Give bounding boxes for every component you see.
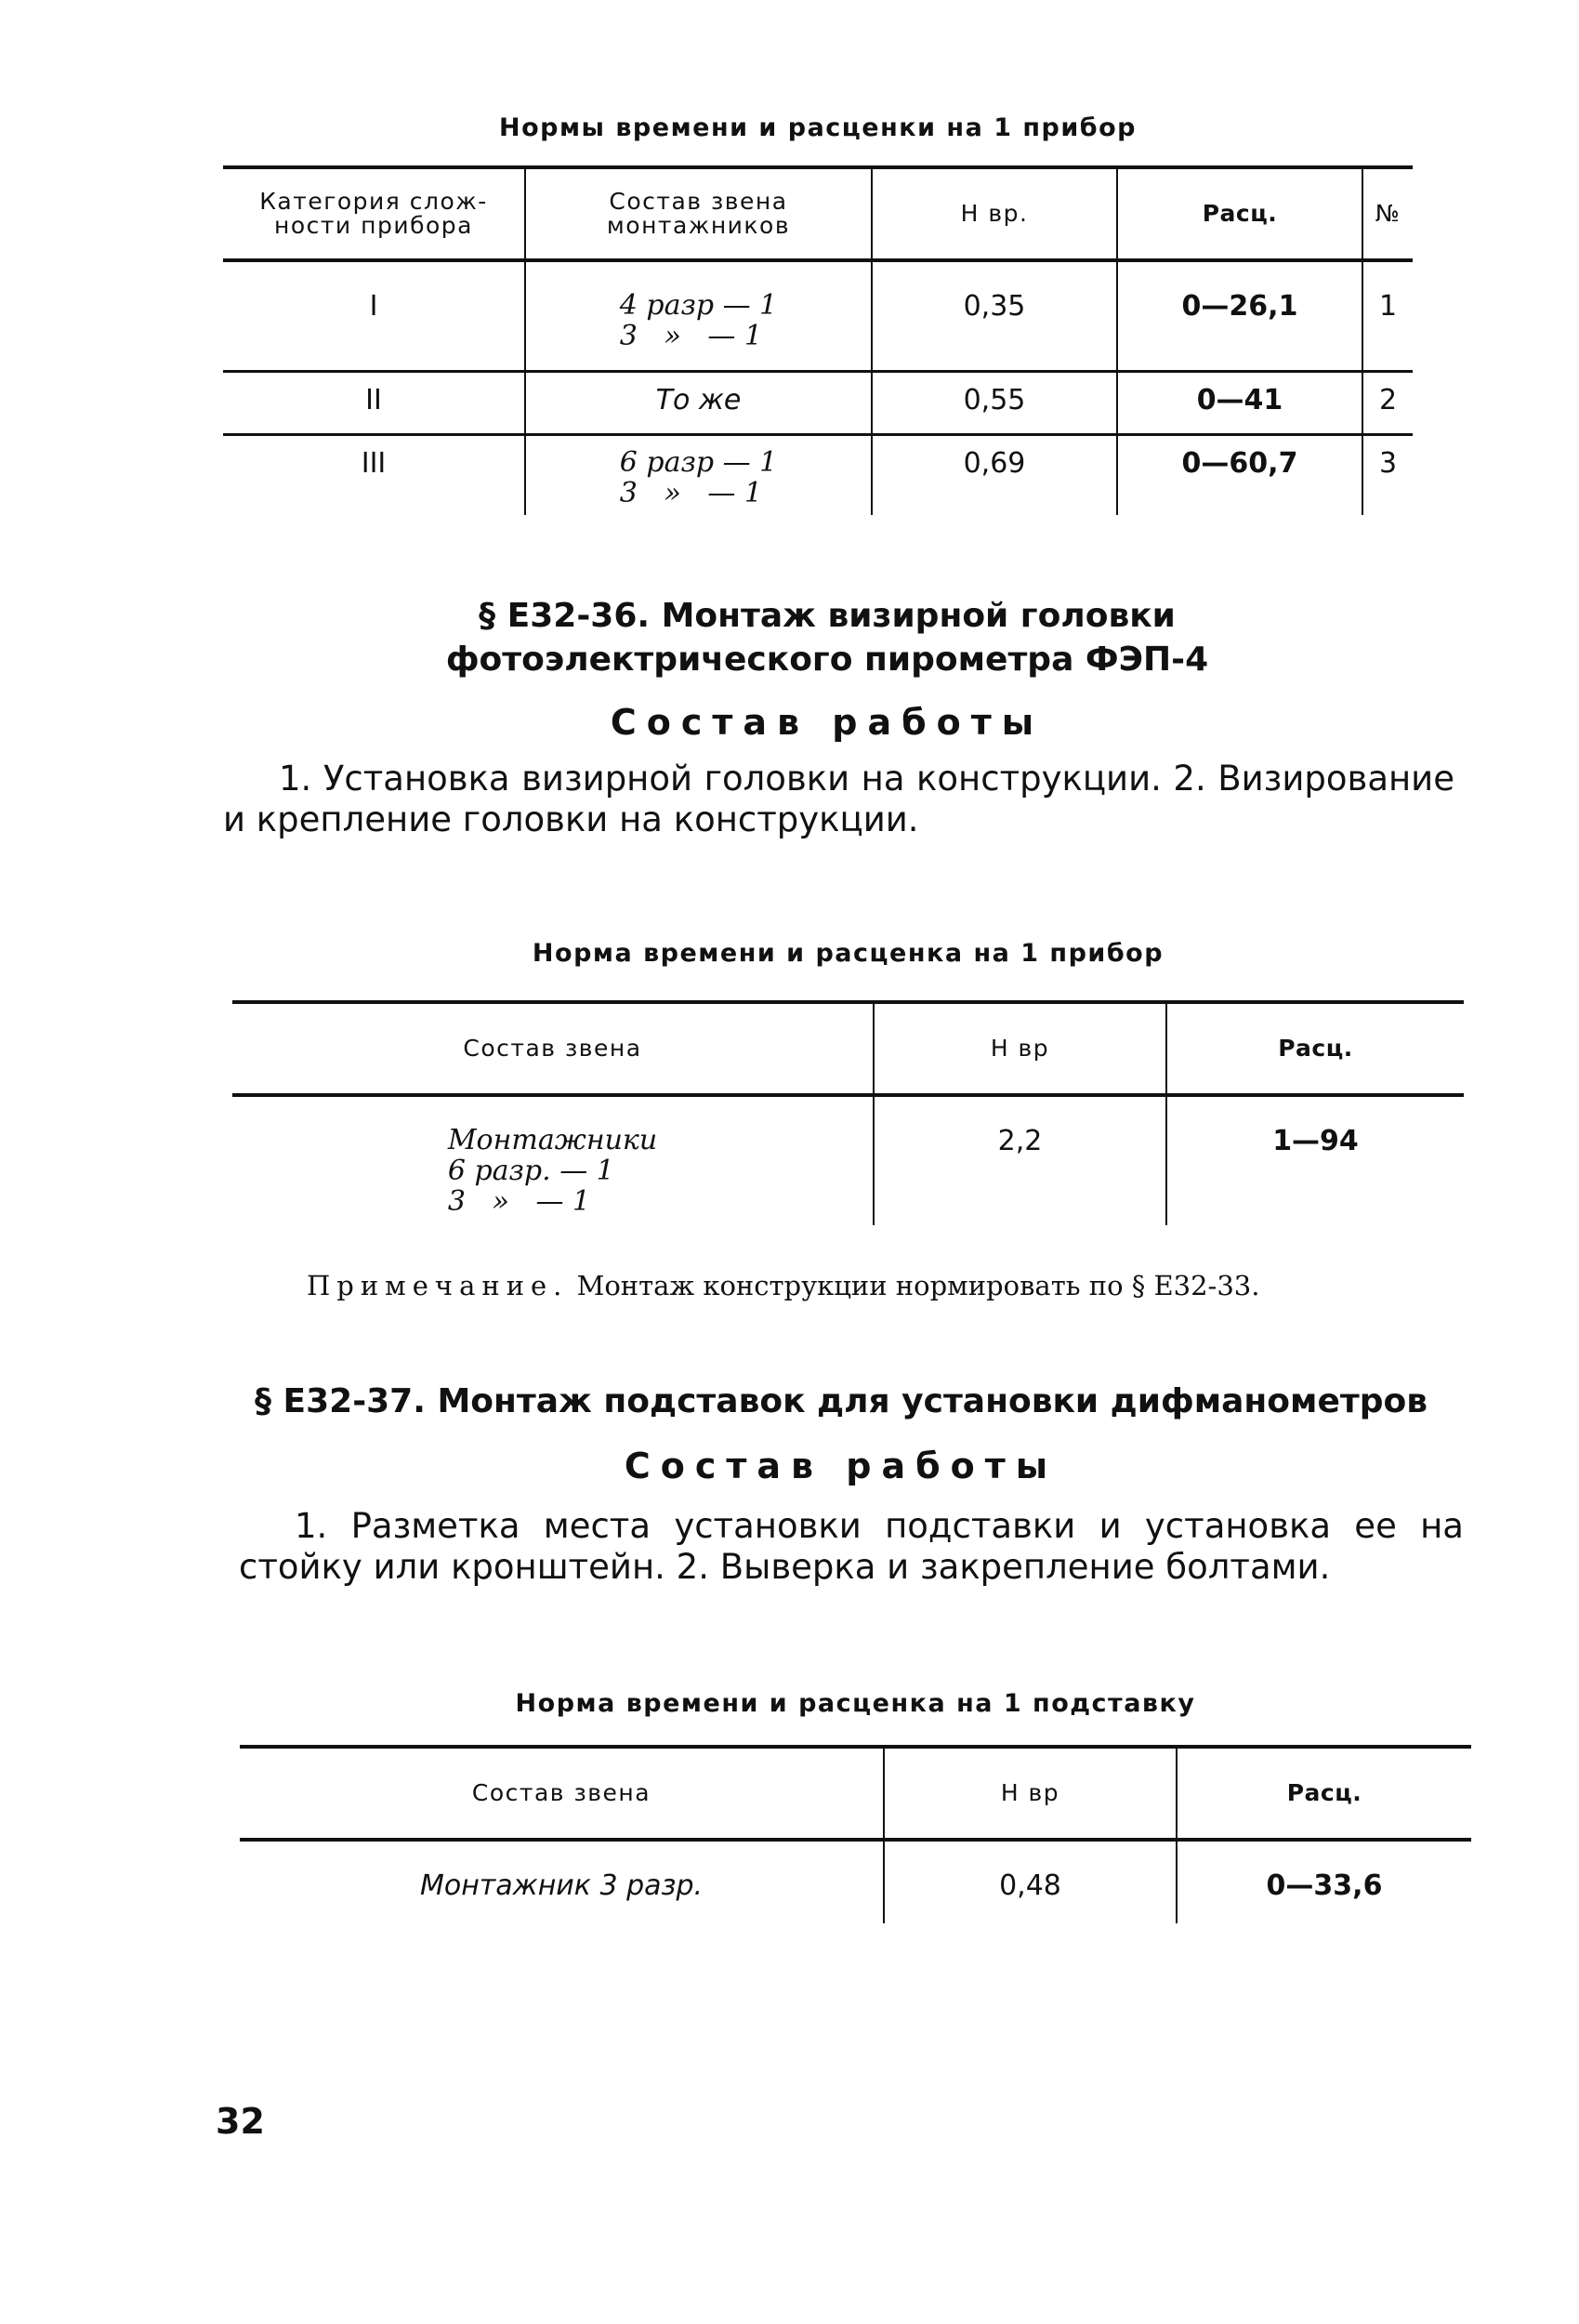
table3-header-price: Расц.: [1177, 1747, 1471, 1840]
table3-caption: Норма времени и расценка на 1 подставку: [515, 1689, 1196, 1718]
table2-cell-time: 2,2: [874, 1095, 1166, 1225]
table1-header-time: Н вр.: [872, 167, 1117, 260]
table3-cell-price: 0—33,6: [1177, 1840, 1471, 1923]
table2-cell-crew: Монтажники 6 разр. — 1 3 » — 1: [447, 1124, 658, 1218]
table1-cell-price: 0—26,1: [1117, 260, 1362, 371]
table1-cell-time: 0,35: [872, 260, 1117, 371]
table1-cell-num: 3: [1362, 434, 1413, 515]
table1-cell-crew: То же: [525, 371, 872, 434]
table3-header-crew: Состав звена: [240, 1747, 884, 1840]
table1-cell-time: 0,69: [872, 434, 1117, 515]
table2-header-row: [232, 1002, 1464, 1095]
note-label: Примечание.: [307, 1270, 569, 1301]
table2-cell-price: 1—94: [1166, 1095, 1464, 1225]
table3-cell-crew: Монтажник 3 разр.: [419, 1869, 704, 1902]
page-number: 32: [216, 2101, 265, 2142]
table3-header-row: [240, 1747, 1471, 1840]
table3-cell-time: 0,48: [884, 1840, 1177, 1923]
section36-work-title: Состав работы: [610, 702, 1045, 743]
table1-cell-category: II: [365, 383, 382, 416]
table1-header-crew: Состав звена монтажников: [525, 167, 872, 260]
note-text: Монтаж конструкции нормировать по § Е32-33.: [576, 1270, 1260, 1301]
table1-cell-price: 0—60,7: [1117, 434, 1362, 515]
section36-work-text: 1. Установка визирной головки на конструкции. 2. Визирование и крепление головки на конструкции.: [223, 759, 1454, 840]
table1-cell-category: I: [369, 290, 378, 323]
section37-work-text: 1. Разметка места установки подставки и установка ее на стойку или кронштейн. 2. Выверка и закрепление болтами.: [239, 1506, 1464, 1588]
table-row: [223, 434, 1413, 515]
table2-header-time: Н вр: [874, 1002, 1166, 1095]
table1-cell-time: 0,55: [872, 371, 1117, 434]
table2-header-crew: Состав звена: [232, 1002, 874, 1095]
table-row: [232, 1095, 1464, 1225]
section36-heading: [223, 595, 1431, 682]
table1-cell-crew: 6 разр — 1 3 » — 1: [525, 434, 872, 515]
table1-header-row: [223, 167, 1413, 260]
table1-cell-category: III: [361, 446, 387, 480]
table1-header-num: №: [1362, 167, 1413, 260]
table3-header-time: Н вр: [884, 1747, 1177, 1840]
table3: [240, 1745, 1471, 1923]
section37-heading: § Е32-37. Монтаж подставок для установки дифманометров: [254, 1382, 1428, 1420]
table1-cell-num: 1: [1362, 260, 1413, 371]
section37-work-title: Состав работы: [624, 1446, 1059, 1486]
table-row: [240, 1840, 1471, 1923]
table-row: [223, 260, 1413, 371]
table2: [232, 1000, 1464, 1225]
section36-heading-line1: § Е32-36. Монтаж визирной головки: [479, 597, 1176, 635]
table2-note: [307, 1270, 1259, 1301]
table1-caption: Нормы времени и расценки на 1 прибор: [498, 113, 1138, 142]
table1-cell-price: 0—41: [1117, 371, 1362, 434]
section36-heading-line2: фотоэлектрического пирометра ФЭП-4: [445, 640, 1209, 679]
table-row: [223, 371, 1413, 434]
table1-header-category: Категория слож- ности прибора: [223, 167, 525, 260]
table1-cell-crew: 4 разр — 1 3 » — 1: [525, 260, 872, 371]
table2-caption: Норма времени и расценка на 1 прибор: [532, 939, 1165, 968]
table1-header-price: Расц.: [1117, 167, 1362, 260]
table1: [223, 165, 1413, 515]
table1-cell-num: 2: [1362, 371, 1413, 434]
table2-header-price: Расц.: [1166, 1002, 1464, 1095]
